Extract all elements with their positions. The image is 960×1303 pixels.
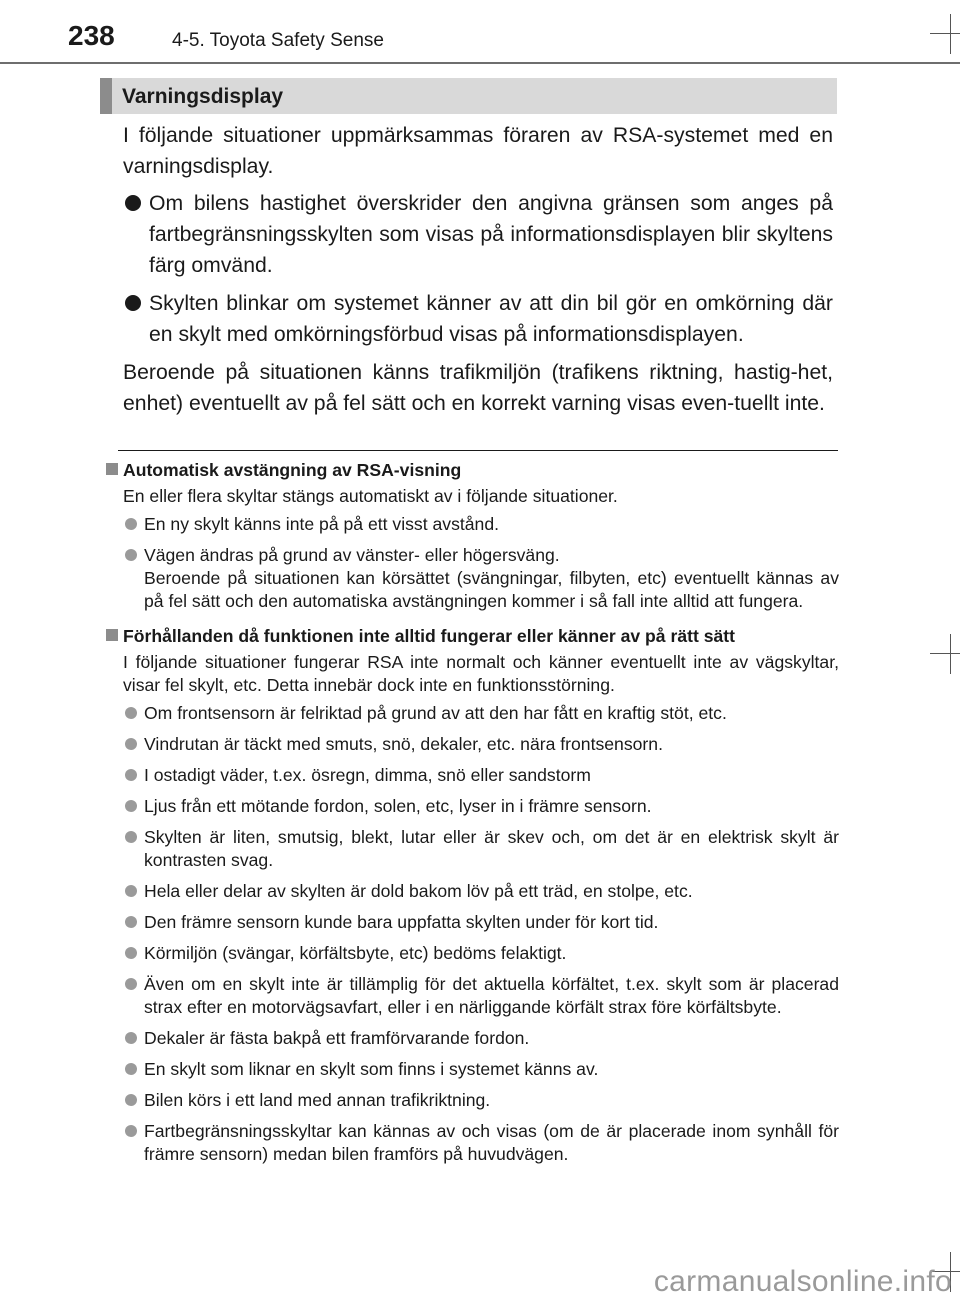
note-bullet: En skylt som liknar en skylt som finns i systemet känns av. (106, 1058, 839, 1081)
note-bullet: Dekaler är fästa bakpå ett framförvarande fordon. (106, 1027, 839, 1050)
section-heading (100, 78, 837, 114)
note-intro: I följande situationer fungerar RSA inte normalt och känner eventuellt inte av vägskyltar, visar fel skylt, etc. Detta innebär dock inte en funktionsstörning. (123, 652, 839, 695)
note-bullet: Hela eller delar av skylten är dold bakom löv på ett träd, en stolpe, etc. (106, 880, 839, 903)
note-bullet (106, 544, 839, 613)
note-bullet: Fartbegränsningsskyltar kan kännas av och visas (om de är placerade inom synhåll för främre sensorn) medan bilen framförs på huvudvägen. (106, 1120, 839, 1166)
crop-mark-top (930, 14, 960, 54)
separator-rule (118, 450, 838, 451)
crop-mark-middle (930, 634, 960, 674)
watermark: carmanualsonline.info (653, 1265, 952, 1298)
section-heading-text: Varningsdisplay (122, 85, 284, 108)
note-bullet: Om frontsensorn är felriktad på grund av att den har fått en kraftig stöt, etc. (106, 702, 839, 725)
note-bullet: En ny skylt känns inte på på ett visst avstånd. (106, 513, 839, 536)
note-intro: En eller flera skyltar stängs automatiskt av i följande situationer. (123, 486, 618, 506)
header-rule (0, 62, 960, 64)
note-bullet: Även om en skylt inte är tillämplig för det aktuella körfältet, t.ex. skylt som är placerad strax efter en motorvägsavfart, eller i en närliggande körfält strax före körfältsbyte. (106, 973, 839, 1019)
page-number: 238 (68, 20, 115, 51)
main-text (123, 120, 833, 425)
note-heading-limitations: Förhållanden då funktionen inte alltid fungerar eller känner av på rätt sätt (106, 625, 839, 648)
main-outro: Beroende på situationen känns trafikmiljön (trafikens riktning, hastig-het, enhet) eventuellt av på fel sätt och en korrekt varning visas even-tuellt inte. (123, 361, 833, 415)
note-bullet: I ostadigt väder, t.ex. ösregn, dimma, snö eller sandstorm (106, 764, 839, 787)
note-bullet: Vindrutan är täckt med smuts, snö, dekaler, etc. nära frontsensorn. (106, 733, 839, 756)
note-bullet-subtext: Beroende på situationen kan körsättet (svängningar, filbyten, etc) eventuellt kännas av på fel sätt och den automatiska avstängningen kommer i så fall inte alltid att fungera. (144, 568, 839, 611)
note-bullet: Bilen körs i ett land med annan trafikriktning. (106, 1089, 839, 1112)
note-bullet: Körmiljön (svängar, körfältsbyte, etc) bedöms felaktigt. (106, 942, 839, 965)
page-header (0, 0, 960, 70)
note-bullet-text: Vägen ändras på grund av vänster- eller högersväng. (144, 545, 560, 565)
notes-section (106, 459, 839, 1174)
main-bullet: Om bilens hastighet överskrider den angivna gränsen som anges på fartbegränsningsskylten som visas på informationsdisplayen blir skyltens färg omvänd. (123, 188, 833, 281)
note-bullet: Ljus från ett mötande fordon, solen, etc, lyser in i främre sensorn. (106, 795, 839, 818)
main-intro: I följande situationer uppmärksammas föraren av RSA-systemet med en varningsdisplay. (123, 124, 833, 178)
note-heading-auto-off: Automatisk avstängning av RSA-visning (106, 459, 839, 482)
note-bullet: Skylten är liten, smutsig, blekt, lutar eller är skev och, om det är en elektrisk skylt är kontrasten svag. (106, 826, 839, 872)
section-title: 4-5. Toyota Safety Sense (172, 30, 384, 51)
main-bullet: Skylten blinkar om systemet känner av att din bil gör en omkörning där en skylt med omkörningsförbud visas på informationsdisplayen. (123, 288, 833, 350)
note-bullet: Den främre sensorn kunde bara uppfatta skylten under för kort tid. (106, 911, 839, 934)
